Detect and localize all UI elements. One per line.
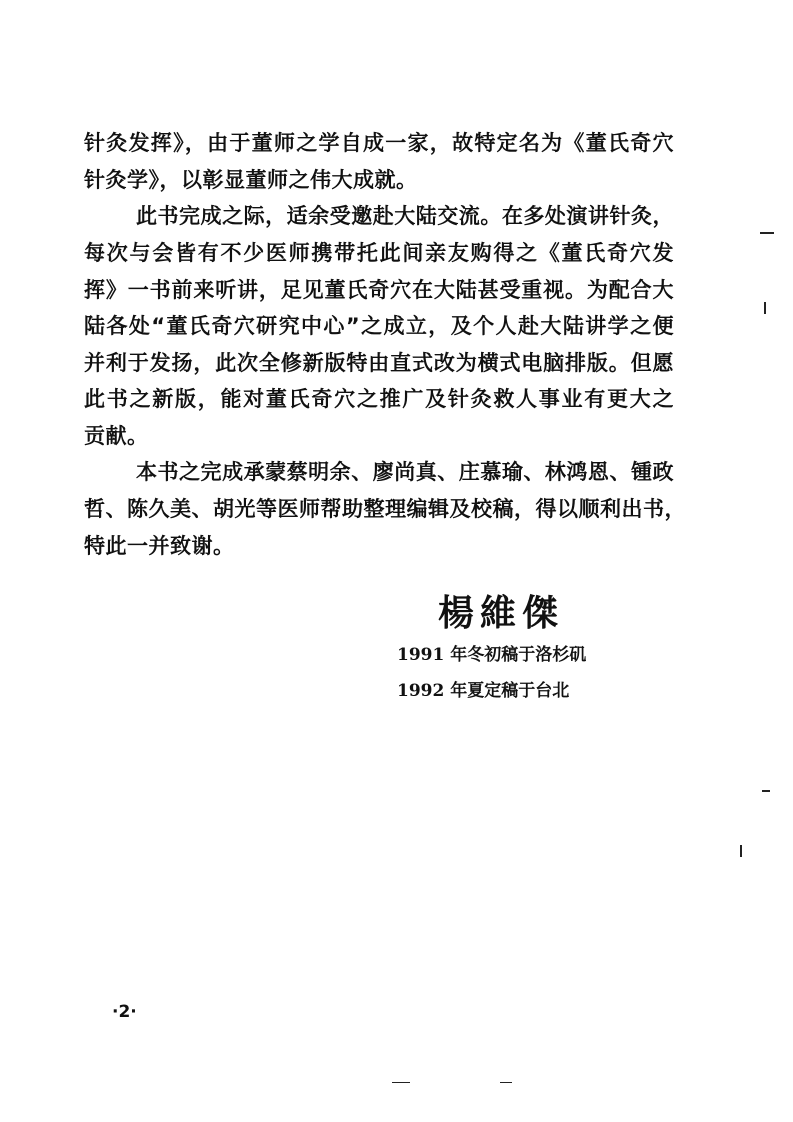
text-line: 本书之完成承蒙蔡明余、廖尚真、庄慕瑜、林鸿恩、锺政 [136, 460, 674, 484]
text-line: 陆各处“董氏奇穴研究中心”之成立，及个人赴大陆讲学之便 [84, 314, 674, 338]
text-line: 针灸发挥》，由于董师之学自成一家，故特定名为《董氏奇穴 [84, 131, 674, 155]
text-line: 并利于发扬，此次全修新版特由直式改为横式电脑排版。但愿 [84, 351, 674, 375]
text-line: 针灸学》，以彰显董师之伟大成就。 [84, 168, 418, 192]
text-line: 特此一并致谢。 [84, 534, 235, 558]
text-line: 哲、陈久美、胡光等医师帮助整理编辑及校稿，得以顺利出书， [84, 497, 686, 521]
scan-artifact [392, 1082, 410, 1083]
scan-artifact [762, 790, 770, 792]
text-line: 此书完成之际，适余受邀赴大陆交流。在多处演讲针灸， [136, 204, 674, 228]
date-line: 1991 年冬初稿于洛杉矶 [397, 645, 587, 665]
scan-artifact [500, 1082, 512, 1083]
text-line: 挥》一书前来听讲，足见董氏奇穴在大陆甚受重视。为配合大 [84, 278, 674, 302]
date-line: 1992 年夏定稿于台北 [397, 681, 570, 701]
page-number: ·2· [112, 1002, 137, 1022]
scan-artifact [740, 845, 742, 857]
text-line: 每次与会皆有不少医师携带托此间亲友购得之《董氏奇穴发 [84, 241, 674, 265]
scan-artifact [764, 302, 766, 314]
scan-artifact [760, 232, 774, 234]
text-line: 贡献。 [84, 424, 149, 448]
text-line: 此书之新版，能对董氏奇穴之推广及针灸救人事业有更大之 [84, 387, 674, 411]
author-signature: 楊維傑 [438, 592, 565, 634]
